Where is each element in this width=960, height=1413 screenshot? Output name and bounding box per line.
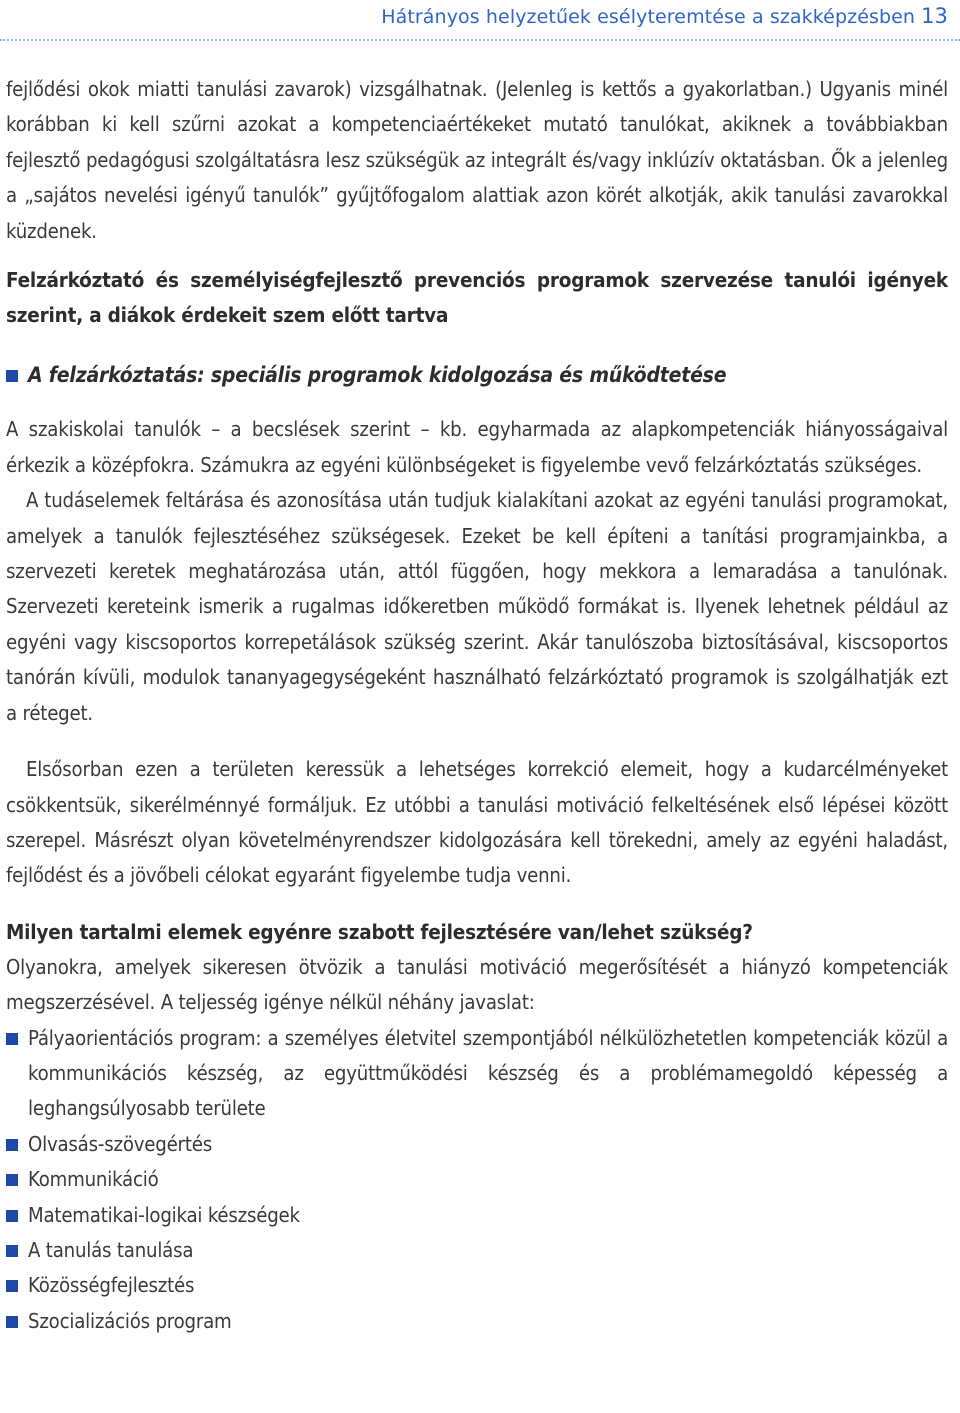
list-item: Olvasás-szövegértés [6, 1127, 948, 1162]
paragraph-3: Elsősorban ezen a területen keressük a lehetséges korrekció elemeit, hogy a kudarcélményeket csökkentsük, sikerélménnyé formáljuk. Ez utóbbi a tanulási motiváció felkeltésének első lépései között szerepel. Másrészt olyan követelményrendszer kidolgozására kell törekedni, amely az egyéni haladást, fejlődést és a jövőbeli célokat egyaránt figyelembe tudja venni. [6, 757, 948, 888]
square-bullet-icon [6, 1210, 18, 1222]
header-divider [0, 39, 960, 41]
list-item: Matematikai-logikai készségek [6, 1198, 948, 1233]
paragraph-2: A tudáselemek feltárása és azonosítása után tudjuk kialakítani azokat az egyéni tanulási programokat, amelyek a tanulók fejlesztéséhez szükségesek. Ezeket be kell építeni a tanítási programjainkba, a szervezeti keretek meghatározása után, attól függően, hogy mekkora a lemaradása a tanulónak. Szervezeti kereteink ismerik a rugalmas időkeretben működő formákat is. Ilyenek lehetnek például az egyéni vagy kiscsoportos korrepetálások szükség szerint. Akár tanulószoba biztosításával, kiscsoportos tanórán kívüli, modulok tananyagegységeként használható felzárkóztató programok is szolgálhatják ezt a réteget. [6, 488, 948, 725]
list-item: A tanulás tanulása [6, 1233, 948, 1268]
list-item: Kommunikáció [6, 1162, 948, 1197]
answer-paragraph: Olyanokra, amelyek sikeresen ötvözik a tanulási motiváció megerősítését a hiányzó kompetenciák megszerzésével. A teljesség igénye nélkül néhány javaslat: [6, 954, 948, 1015]
list-item: Közösségfejlesztés [6, 1268, 948, 1303]
section-heading: Felzárkóztató és személyiségfejlesztő prevenciós programok szervezése tanulói igények szerint, a diákok érdekeit szem előtt tartva [6, 268, 948, 328]
intro-paragraph: fejlődési okok miatti tanulási zavarok) vizsgálhatnak. (Jelenleg is kettős a gyakorlatban.) Ugyanis minél korábban ki kell szűrni azokat a kompetenciaértékeket mutató tanulókat, akiknek a továbbiakban fejlesztő pedagógusi szolgáltatásra lesz szükségük az integrált és/vagy inklúzív oktatásban. Ők a jelenleg a „sajátos nevelési igényű tanulók” gyűjtőfogalom alattiak azon körét alkotják, akik tanulási zavarokkal küzdenek. [6, 77, 948, 243]
page-number: 13 [921, 4, 948, 28]
list-item: Szocializációs program [6, 1304, 948, 1339]
square-bullet-icon [6, 1033, 18, 1045]
list-item: Pályaorientációs program: a személyes életvitel szempontjából nélkülözhetetlen kompetenciák közül a kommunikációs készség, az együttműködési készség és a problémamegoldó képesség a leghangsúlyosabb területe [6, 1021, 948, 1127]
square-bullet-icon [6, 1139, 18, 1151]
subheading [6, 358, 948, 393]
square-bullet-icon [6, 1174, 18, 1186]
square-bullet-icon [6, 1245, 18, 1257]
question-heading: Milyen tartalmi elemek egyénre szabott fejlesztésére van/lehet szükség? [6, 919, 753, 944]
square-bullet-icon [6, 370, 18, 382]
subheading-text: A felzárkóztatás: speciális programok kidolgozása és működtetése [28, 363, 727, 388]
square-bullet-icon [6, 1316, 18, 1328]
square-bullet-icon [6, 1280, 18, 1292]
body-text [6, 72, 948, 1339]
paragraph-1: A szakiskolai tanulók – a becslések szerint – kb. egyharmada az alapkompetenciák hiányosságaival érkezik a középfokra. Számukra az egyéni különbségeket is figyelembe vevő felzárkóztatás szükséges. [6, 417, 948, 477]
suggestion-list [6, 1021, 948, 1340]
running-header [381, 4, 948, 28]
header-title: Hátrányos helyzetűek esélyteremtése a szakképzésben [381, 6, 916, 28]
